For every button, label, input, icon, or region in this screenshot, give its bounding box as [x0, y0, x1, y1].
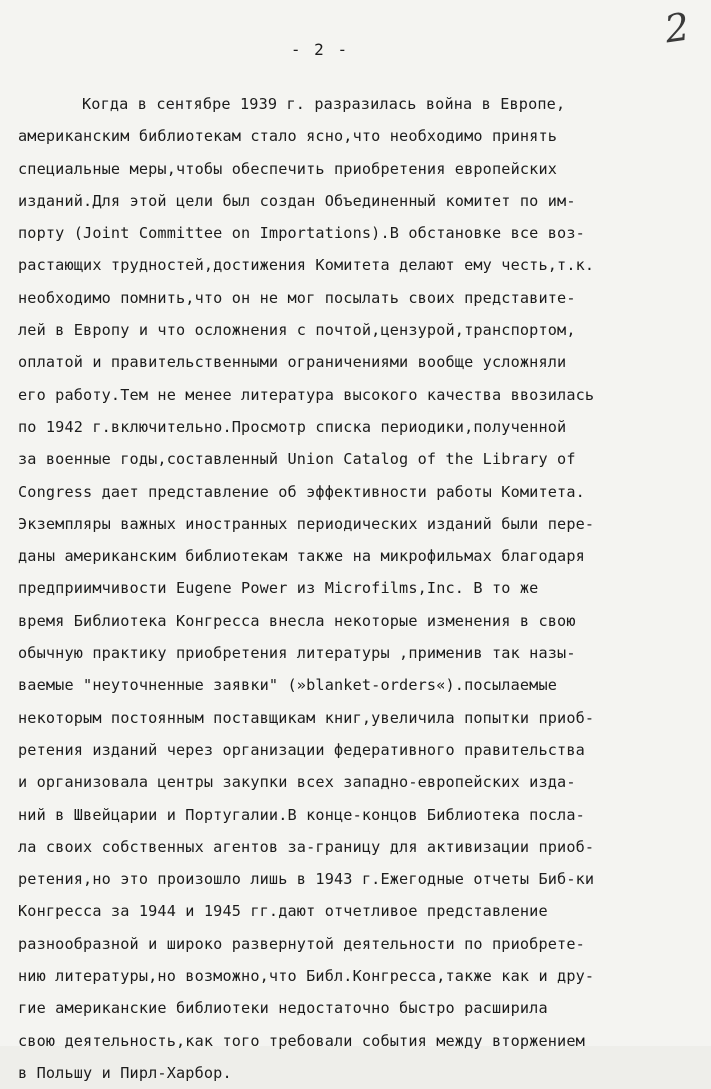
text-line: гие американские библиотеки недостаточно быстро расширила: [18, 999, 548, 1018]
text-line: изданий.Для этой цели был создан Объединенный комитет по им-: [18, 191, 576, 210]
text-line: Конгресса за 1944 и 1945 гг.дают отчетливое представление: [18, 902, 548, 921]
text-line: ла своих собственных агентов за-границу для активизации приоб-: [18, 837, 595, 856]
text-line: порту (Joint Committee on Importations).В обстановке все воз-: [18, 224, 585, 243]
text-line: в Польшу и Пирл-Харбор.: [18, 1063, 232, 1082]
text-line: некоторым постоянным поставщикам книг,увеличила попытки приоб-: [18, 708, 595, 727]
text-line: растающих трудностей,достижения Комитета делают ему честь,т.к.: [18, 256, 595, 275]
text-line: по 1942 г.включительно.Просмотр списка периодики,полученной: [18, 417, 567, 436]
text-line: Когда в сентябре 1939 г. разразилась война в Европе,: [82, 95, 566, 113]
text-line: Экземпляры важных иностранных периодических изданий были пере-: [18, 514, 595, 533]
text-line: предприимчивости Eugene Power из Microfilms,Inc. В то же: [18, 579, 539, 598]
text-line: необходимо помнить,что он не мог посылать своих представите-: [18, 288, 576, 307]
text-line: ретения изданий через организации федеративного правительства: [18, 740, 585, 759]
text-line: за военные годы,составленный Union Catalog of the Library of: [18, 450, 576, 469]
text-line: свою деятельность,как того требовали события между вторжением: [18, 1031, 585, 1050]
text-line: ваемые "неуточненные заявки" (»blanket-orders«).посылаемые: [18, 676, 558, 695]
text-line: ний в Швейцарии и Португалии.В конце-концов Библиотека посла-: [18, 805, 585, 824]
text-line: его работу.Тем не менее литература высокого качества ввозилась: [18, 385, 595, 404]
text-line: ретения,но это произошло лишь в 1943 г.Ежегодные отчеты Биб-ки: [18, 870, 595, 889]
page-number: - 2 -: [290, 40, 350, 59]
text-line: и организовала центры закупки всех западно-европейских изда-: [18, 773, 576, 792]
text-line: Congress дает представление об эффективности работы Комитета.: [18, 482, 585, 501]
text-line: обычную практику приобретения литературы ,применив так назы-: [18, 644, 576, 663]
text-line: оплатой и правительственными ограничениями вообще усложняли: [18, 353, 567, 372]
text-line: время Библиотека Конгресса внесла некоторые изменения в свою: [18, 611, 576, 630]
body-text: [18, 88, 708, 1089]
text-line: разнообразной и широко развернутой деятельности по приобрете-: [18, 934, 585, 953]
text-line: нию литературы,но возможно,что Библ.Конгресса,также как и дру-: [18, 967, 595, 986]
text-line: американским библиотекам стало ясно,что необходимо принять: [18, 127, 558, 146]
text-line: даны американским библиотекам также на микрофильмах благодаря: [18, 547, 585, 566]
handwritten-page-mark: 2: [661, 4, 692, 52]
text-line: специальные меры,чтобы обеспечить приобретения европейских: [18, 159, 558, 178]
text-line: лей в Европу и что осложнения с почтой,цензурой,транспортом,: [18, 321, 576, 340]
